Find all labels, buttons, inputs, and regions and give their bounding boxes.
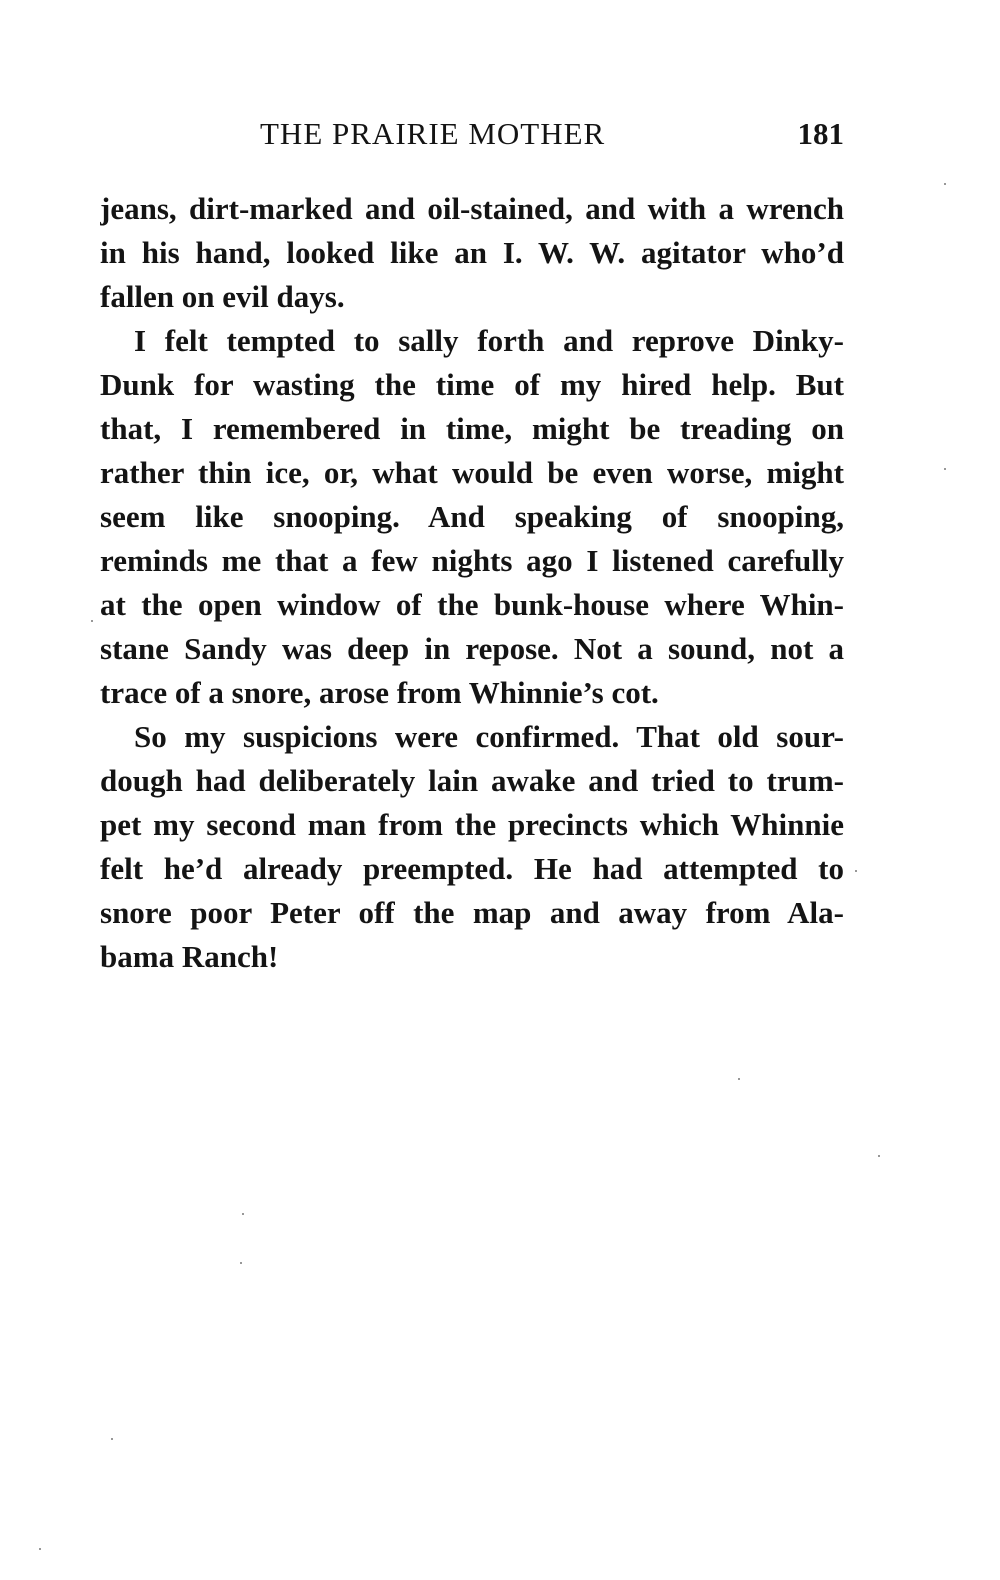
text-line: jeans, dirt-marked and oil-stained, and with a wrench	[100, 191, 844, 226]
text-line: that, I remembered in time, might be treading on	[100, 411, 844, 446]
scan-speck	[944, 468, 946, 470]
text-line: stane Sandy was deep in repose. Not a sound, not a	[100, 631, 844, 666]
text-line: fallen on evil days.	[100, 279, 345, 314]
paragraph-1	[100, 187, 844, 319]
paragraph-3	[100, 715, 844, 979]
text-line: at the open window of the bunk-house where Whin-	[100, 587, 844, 622]
running-title: THE PRAIRIE MOTHER	[260, 116, 606, 151]
text-line: in his hand, looked like an I. W. W. agitator who’d	[100, 235, 844, 270]
scan-speck	[944, 183, 946, 185]
text-line: reminds me that a few nights ago I listened carefully	[100, 543, 844, 578]
running-head	[100, 112, 844, 156]
scan-speck	[855, 870, 857, 872]
paragraph-2	[100, 319, 844, 715]
text-line: bama Ranch!	[100, 939, 279, 974]
text-line: snore poor Peter off the map and away from Ala-	[100, 895, 844, 930]
text-line: felt he’d already preempted. He had attempted to	[100, 851, 844, 886]
body-text	[100, 187, 844, 979]
text-line: trace of a snore, arose from Whinnie’s cot.	[100, 675, 659, 710]
scan-speck	[878, 1155, 880, 1157]
scan-speck	[39, 1548, 41, 1550]
text-line: rather thin ice, or, what would be even worse, might	[100, 455, 844, 490]
scan-speck	[111, 1438, 113, 1440]
page-number: 181	[797, 116, 844, 151]
text-line: dough had deliberately lain awake and tried to trum-	[100, 763, 844, 798]
scan-speck	[242, 1213, 244, 1215]
text-line: So my suspicions were confirmed. That old sour-	[134, 719, 844, 754]
text-line: pet my second man from the precincts which Whinnie	[100, 807, 844, 842]
scan-speck	[738, 1078, 740, 1080]
text-line: I felt tempted to sally forth and reprove Dinky-	[134, 323, 844, 358]
text-line: Dunk for wasting the time of my hired help. But	[100, 367, 844, 402]
scan-speck	[240, 1262, 242, 1264]
text-line: seem like snooping. And speaking of snooping,	[100, 499, 844, 534]
scan-speck	[91, 620, 93, 622]
